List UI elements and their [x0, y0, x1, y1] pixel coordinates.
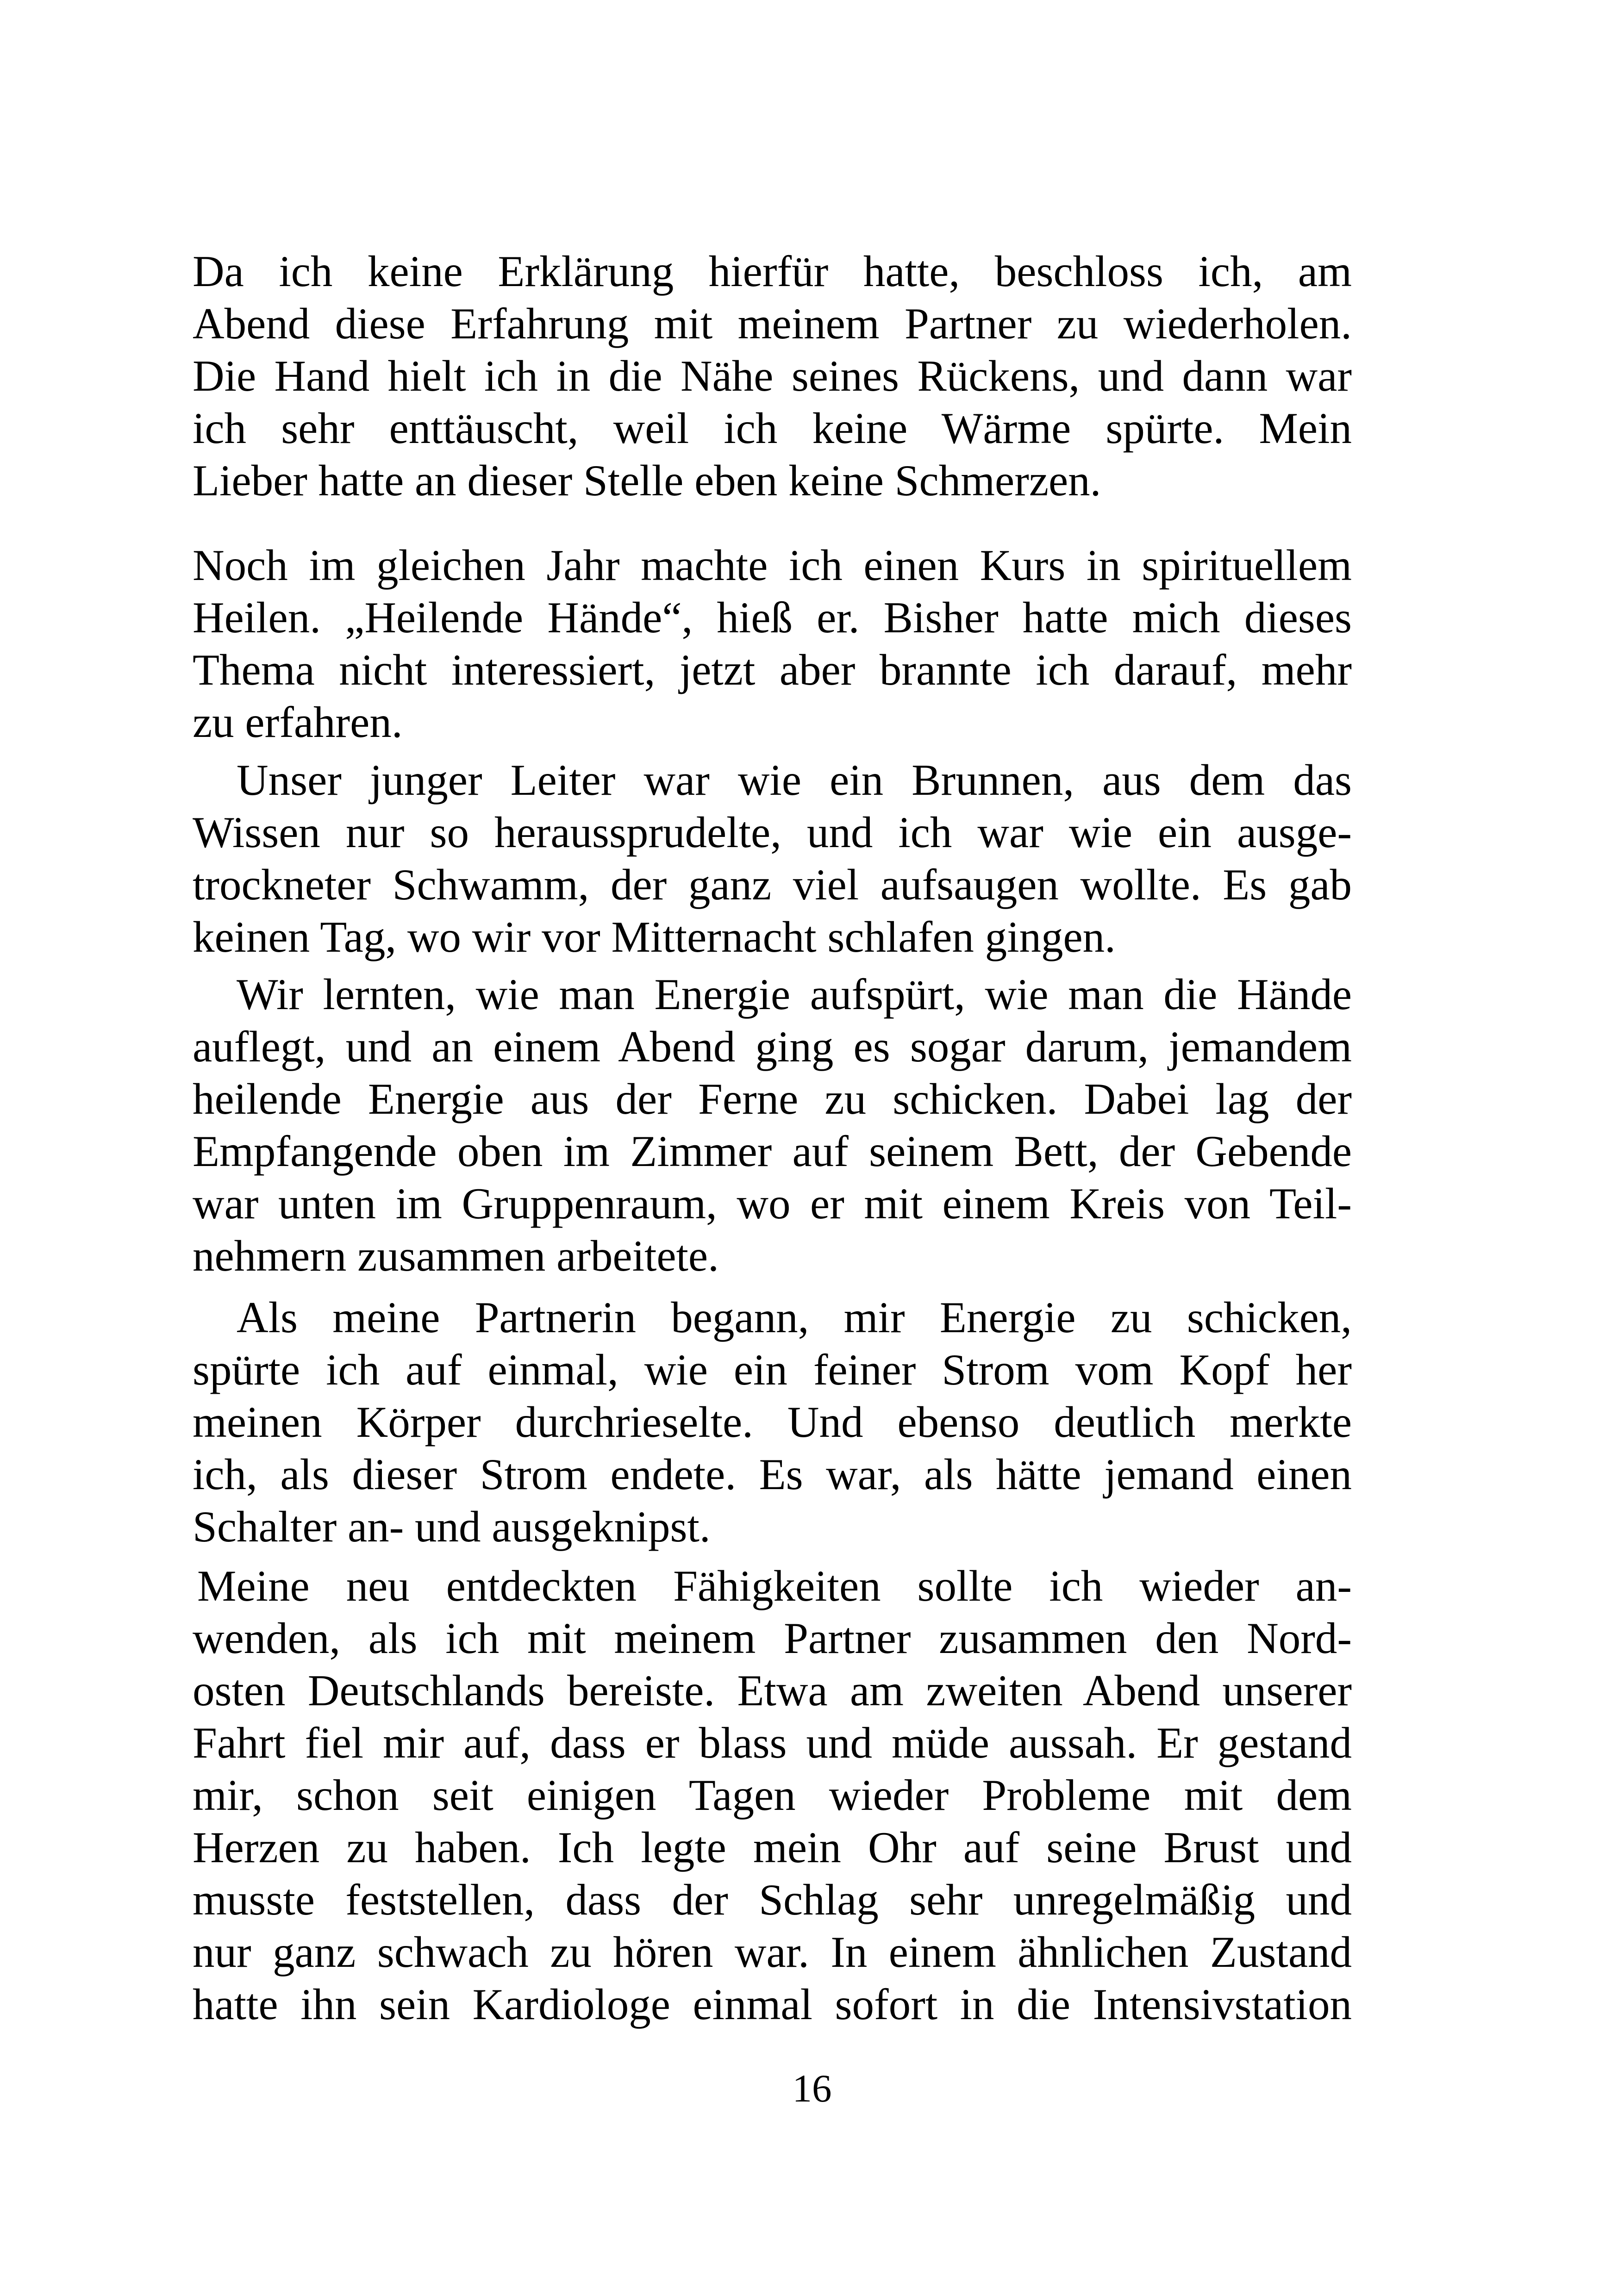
- text-line: Schalter an- und ausgeknipst.: [193, 1502, 711, 1551]
- paragraph-2: [193, 539, 1352, 748]
- text-line: Heilen. „Heilende Hände“, hieß er. Bisher hatte mich dieses: [193, 593, 1352, 642]
- page-number: 16: [792, 2067, 832, 2110]
- text-line: war unten im Gruppenraum, wo er mit einem Kreis von Teil-: [193, 1179, 1352, 1228]
- text-line: ich sehr enttäuscht, weil ich keine Wärme spürte. Mein: [193, 404, 1352, 453]
- text-line: nehmern zusammen arbeitete.: [193, 1231, 719, 1280]
- text-line: Meine neu entdeckten Fähigkeiten sollte ich wieder an-: [197, 1561, 1352, 1610]
- text-line: Wissen nur so heraussprudelte, und ich war wie ein ausge-: [193, 808, 1352, 857]
- text-line: Lieber hatte an dieser Stelle eben keine Schmerzen.: [193, 456, 1101, 505]
- text-line: Als meine Partnerin begann, mir Energie zu schicken,: [237, 1293, 1352, 1342]
- text-line: wenden, als ich mit meinem Partner zusammen den Nord-: [193, 1614, 1352, 1663]
- text-line: meinen Körper durchrieselte. Und ebenso deutlich merkte: [193, 1397, 1352, 1447]
- text-line: Herzen zu haben. Ich legte mein Ohr auf seine Brust und: [193, 1823, 1352, 1872]
- text-line: osten Deutschlands bereiste. Etwa am zweiten Abend unserer: [193, 1666, 1352, 1715]
- paragraph-1: [193, 245, 1352, 507]
- text-line: Da ich keine Erklärung hierfür hatte, beschloss ich, am: [193, 247, 1352, 296]
- text-line: keinen Tag, wo wir vor Mitternacht schlafen gingen.: [193, 912, 1116, 961]
- text-line: Empfangende oben im Zimmer auf seinem Bett, der Gebende: [193, 1127, 1352, 1176]
- text-line: Thema nicht interessiert, jetzt aber brannte ich darauf, mehr: [193, 645, 1352, 694]
- text-line: musste feststellen, dass der Schlag sehr unregelmäßig und: [193, 1875, 1352, 1924]
- text-line: ich, als dieser Strom endete. Es war, als hätte jemand einen: [193, 1450, 1352, 1499]
- paragraph-5: [193, 1291, 1352, 1553]
- text-line: spürte ich auf einmal, wie ein feiner Strom vom Kopf her: [193, 1345, 1352, 1394]
- text-line: mir, schon seit einigen Tagen wieder Probleme mit dem: [193, 1771, 1352, 1820]
- text-line: Abend diese Erfahrung mit meinem Partner zu wiederholen.: [193, 299, 1352, 348]
- paragraph-6: [193, 1560, 1352, 2031]
- paragraph-3: [193, 754, 1352, 963]
- text-line: heilende Energie aus der Ferne zu schicken. Dabei lag der: [193, 1074, 1352, 1123]
- text-line: Die Hand hielt ich in die Nähe seines Rückens, und dann war: [193, 351, 1352, 400]
- text-line: nur ganz schwach zu hören war. In einem ähnlichen Zustand: [193, 1927, 1352, 1977]
- text-line: hatte ihn sein Kardiologe einmal sofort in die Intensivstation: [193, 1980, 1352, 2029]
- text-line: auflegt, und an einem Abend ging es sogar darum, jemandem: [193, 1022, 1352, 1071]
- text-line: zu erfahren.: [193, 698, 403, 747]
- text-line: trockneter Schwamm, der ganz viel aufsaugen wollte. Es gab: [193, 860, 1352, 909]
- text-line: Fahrt fiel mir auf, dass er blass und müde aussah. Er gestand: [193, 1718, 1352, 1767]
- text-line: Wir lernten, wie man Energie aufspürt, wie man die Hände: [237, 970, 1352, 1019]
- text-line: Unser junger Leiter war wie ein Brunnen, aus dem das: [237, 755, 1352, 804]
- paragraph-4: [193, 968, 1352, 1282]
- text-line: Noch im gleichen Jahr machte ich einen Kurs in spirituellem: [193, 541, 1352, 590]
